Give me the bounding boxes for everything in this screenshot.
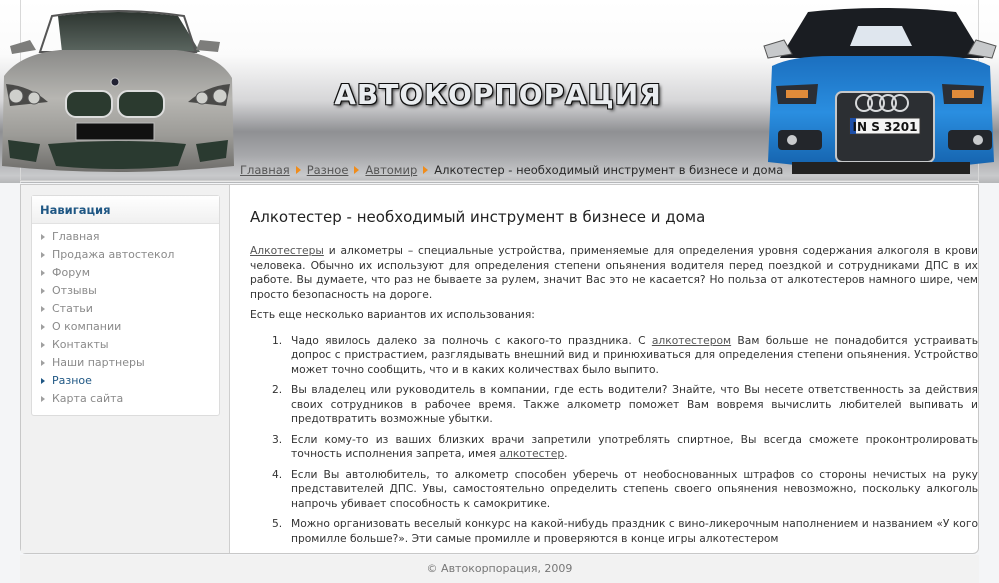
main-content	[250, 185, 978, 552]
triangle-right-icon	[41, 288, 45, 294]
breadcrumb	[240, 162, 783, 178]
copyright-text: © Автокорпорация, 2009	[426, 562, 573, 575]
list-item	[272, 433, 978, 462]
sidebar-item-contacts[interactable]	[32, 336, 219, 354]
site-logo[interactable]: АВТОКОРПОРАЦИЯ	[330, 78, 666, 112]
alcotester-link[interactable]: алкотестер	[499, 447, 565, 460]
sidebar-item-label: Форум	[52, 266, 90, 279]
sidebar-item-forum[interactable]	[32, 264, 219, 282]
page-layout	[20, 184, 979, 554]
footer	[20, 555, 979, 583]
list-number: 3.	[272, 432, 283, 446]
sidebar-item-label: Контакты	[52, 338, 109, 351]
sidebar-item-partners[interactable]	[32, 354, 219, 372]
sidebar-item-label: Разное	[52, 374, 92, 387]
triangle-right-icon	[41, 378, 45, 384]
sidebar-item-label: Продажа автостекол	[52, 248, 175, 261]
sidebar-item-misc[interactable]	[32, 372, 219, 390]
list-item	[272, 468, 978, 512]
site-header	[0, 0, 999, 183]
list-number: 1.	[272, 333, 283, 347]
list-item	[272, 383, 978, 427]
sidebar	[21, 185, 230, 553]
list-text: Чадо явилось далеко за полночь с какого-то праздника. С	[291, 333, 652, 347]
triangle-right-icon	[41, 360, 45, 366]
list-text: Если кому-то из ваших близких врачи запретили употреблять спиртное, Вы всегда сможете проконтролировать точность исполнения запрета, имея	[291, 432, 978, 460]
triangle-right-icon	[41, 252, 45, 258]
sidebar-item-sitemap[interactable]	[32, 390, 219, 408]
lead-paragraph: Есть еще несколько вариантов их использования:	[250, 308, 535, 321]
bmw-car-image	[0, 6, 236, 178]
breadcrumb-separator-icon	[423, 166, 428, 174]
sidebar-item-label: О компании	[52, 320, 122, 333]
intro-text: и алкометры – специальные устройства, применяемые для определения уровня содержания алкоголя в крови человека. Обычно их используют для определения степени опьянения водителя перед поездкой и сотрудниками ДПС в их работе. Вы думаете, что раз не бываете за рулем, значит Вас это не касается? Но польза от алкотестеров намного шире, чем просто безопасность на дороге.	[250, 244, 978, 301]
triangle-right-icon	[41, 342, 45, 348]
sidebar-item-reviews[interactable]	[32, 282, 219, 300]
breadcrumb-current: Алкотестер - необходимый инструмент в бизнесе и дома	[434, 163, 784, 177]
header-divider	[20, 180, 979, 182]
alcotesters-link[interactable]: Алкотестеры	[250, 244, 324, 257]
license-plate-text: IN S 3201	[852, 120, 918, 134]
sidebar-item-home[interactable]	[32, 228, 219, 246]
navigation-box	[31, 195, 220, 416]
breadcrumb-link-misc[interactable]: Разное	[306, 163, 349, 177]
list-text: Можно организовать веселый конкурс на какой-нибудь праздник с вино-ликерочным наполнением и названием «У кого промилле больше?». Эти самые промилле и проверяются в конце игры алкотестером	[291, 517, 978, 545]
intro-paragraph	[250, 244, 978, 302]
breadcrumb-separator-icon	[296, 166, 301, 174]
sidebar-item-label: Главная	[52, 230, 100, 243]
list-text: .	[564, 447, 568, 460]
sidebar-item-label: Отзывы	[52, 284, 97, 297]
sidebar-item-autoglass-sale[interactable]	[32, 246, 219, 264]
list-item	[272, 334, 978, 378]
navigation-list	[32, 224, 219, 408]
list-number: 2.	[272, 383, 283, 396]
page-title: Алкотестер - необходимый инструмент в бизнесе и дома	[250, 208, 706, 226]
triangle-right-icon	[41, 234, 45, 240]
breadcrumb-separator-icon	[354, 166, 359, 174]
breadcrumb-link-home[interactable]: Главная	[240, 163, 290, 177]
sidebar-item-articles[interactable]	[32, 300, 219, 318]
sidebar-item-label: Карта сайта	[52, 392, 124, 405]
list-text: Вам больше не понадобится устраивать допрос с пристрастием, разглядывать внешний вид и принюхиваться для определения степени опьянения. Устройство может точно сообщить, что и в каких количествах было выпито.	[291, 333, 978, 376]
triangle-right-icon	[41, 306, 45, 312]
breadcrumb-link-automir[interactable]: Автомир	[365, 163, 418, 177]
list-text: Вы владелец или руководитель в компании, где есть водители? Знайте, что Вы несете ответственность за действия своих сотрудников в рабочее время. Также алкометр поможет Вам вовремя вычислить любителей выпивать и предотвратить возможные убытки.	[291, 383, 978, 425]
list-number: 5.	[272, 517, 283, 530]
navigation-title: Навигация	[32, 196, 219, 224]
list-number: 4.	[272, 467, 283, 481]
sidebar-item-about[interactable]	[32, 318, 219, 336]
uses-list	[250, 334, 978, 547]
list-text: Если Вы автолюбитель, то алкометр способен уберечь от необоснованных штрафов со стороны нечистых на руку представителей ДПС. Увы, самостоятельно определить степень своего опьянения невозможно, поскольку алкоголь напрочь убивает способность к самокритике.	[291, 467, 978, 510]
audi-car-image	[762, 6, 999, 178]
alcotester-link[interactable]: алкотестером	[651, 333, 732, 347]
list-item	[272, 517, 978, 546]
triangle-right-icon	[41, 270, 45, 276]
sidebar-item-label: Наши партнеры	[52, 356, 145, 369]
sidebar-item-label: Статьи	[52, 302, 93, 315]
triangle-right-icon	[41, 324, 45, 330]
triangle-right-icon	[41, 396, 45, 402]
